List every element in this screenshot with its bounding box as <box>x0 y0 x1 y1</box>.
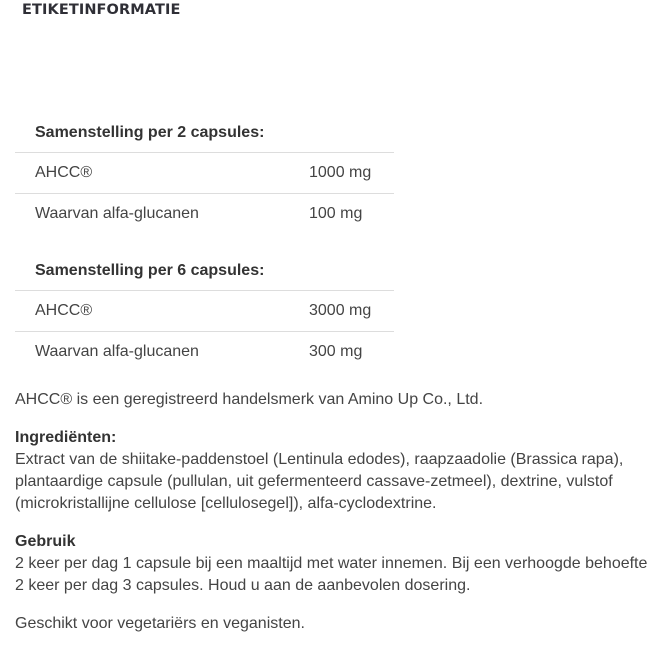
ingredient-name: AHCC® <box>15 153 309 194</box>
table-row <box>15 153 394 194</box>
table-row <box>15 194 394 235</box>
usage-text: 2 keer per dag 1 capsule bij een maaltijd met water innemen. Bij een verhoogde behoefte 2 keer per dag 3 capsules. Houd u aan de aanbevolen dosering. <box>15 555 648 594</box>
ingredient-name: AHCC® <box>15 291 309 332</box>
composition-table-header: Samenstelling per 2 capsules: <box>15 114 394 153</box>
ingredient-amount: 3000 mg <box>309 291 394 332</box>
composition-table-2-capsules <box>15 114 394 234</box>
trademark-note: AHCC® is een geregistreerd handelsmerk van Amino Up Co., Ltd. <box>15 391 484 408</box>
ingredients-section <box>15 427 655 515</box>
ingredient-amount: 1000 mg <box>309 153 394 194</box>
usage-heading: Gebruik <box>15 533 76 550</box>
usage-section <box>15 531 655 597</box>
ingredient-name: Waarvan alfa-glucanen <box>35 205 199 222</box>
table-row <box>15 291 394 332</box>
suitability-note: Geschikt voor vegetariërs en veganisten. <box>15 615 305 632</box>
ingredient-amount: 300 mg <box>309 343 363 360</box>
table-row <box>15 332 394 373</box>
section-title: ETIKETINFORMATIE <box>22 2 181 18</box>
composition-table-header: Samenstelling per 6 capsules: <box>15 252 394 291</box>
ingredients-text: Extract van de shiitake-paddenstoel (Lentinula edodes), raapzaadolie (Brassica rapa), plantaardige capsule (pullulan, uit gefermenteerd cassave-zetmeel), dextrine, vulstof (microkristallijne cellulose [cellulosegel]), alfa-cyclodextrine. <box>15 451 624 512</box>
ingredient-amount: 100 mg <box>309 205 363 222</box>
ingredients-heading: Ingrediënten: <box>15 429 117 446</box>
composition-table-6-capsules <box>15 252 394 372</box>
ingredient-name: Waarvan alfa-glucanen <box>35 343 199 360</box>
